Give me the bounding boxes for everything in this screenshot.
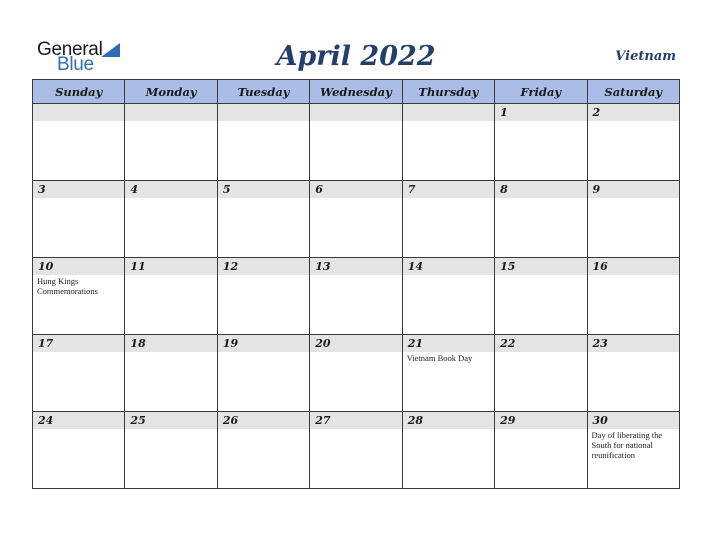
logo-text-blue: Blue	[57, 54, 94, 75]
day-number: 29	[495, 412, 586, 429]
weekday-header-wednesday: Wednesday	[310, 80, 402, 104]
day-cell	[402, 335, 494, 412]
holiday-event	[403, 121, 494, 122]
holiday-event	[218, 429, 309, 430]
day-number: 8	[495, 181, 586, 198]
day-number: 10	[33, 258, 124, 275]
day-number: 27	[310, 412, 401, 429]
day-cell	[33, 181, 125, 258]
day-number: 7	[403, 181, 494, 198]
day-cell	[33, 335, 125, 412]
page-title: April 2022	[276, 41, 436, 72]
day-number: 2	[588, 104, 679, 121]
holiday-event	[125, 198, 216, 199]
day-cell	[125, 412, 217, 489]
weekday-header-monday: Monday	[125, 80, 217, 104]
holiday-event	[218, 275, 309, 276]
holiday-event	[403, 429, 494, 430]
week-row	[33, 412, 680, 489]
holiday-event: Day of liberating the South for national reunification	[591, 430, 663, 460]
holiday-event	[403, 198, 494, 199]
holiday-event	[310, 275, 401, 276]
holiday-event: Hung Kings Commemorations	[37, 276, 98, 296]
day-cell	[402, 258, 494, 335]
weekday-header-thursday: Thursday	[402, 80, 494, 104]
holiday-event	[310, 429, 401, 430]
day-cell	[495, 258, 587, 335]
day-number: 20	[310, 335, 401, 352]
day-number	[403, 104, 494, 121]
holiday-event	[403, 275, 494, 276]
holiday-event	[588, 198, 679, 199]
day-number	[125, 104, 216, 121]
holiday-event	[33, 121, 124, 122]
weekday-header-row	[33, 80, 680, 104]
day-cell	[495, 335, 587, 412]
day-number: 5	[218, 181, 309, 198]
day-number: 21	[403, 335, 494, 352]
holiday-event	[33, 429, 124, 430]
holiday-event	[218, 121, 309, 122]
day-number	[33, 104, 124, 121]
day-cell	[217, 412, 309, 489]
day-number: 13	[310, 258, 401, 275]
day-cell	[310, 412, 402, 489]
day-cell	[125, 335, 217, 412]
day-cell	[217, 181, 309, 258]
holiday-event	[125, 429, 216, 430]
day-cell	[217, 258, 309, 335]
day-number: 28	[403, 412, 494, 429]
holiday-event	[33, 352, 124, 353]
day-number: 9	[588, 181, 679, 198]
day-cell	[33, 258, 125, 335]
holiday-event	[495, 352, 586, 353]
weekday-header-saturday: Saturday	[587, 80, 679, 104]
day-cell	[310, 181, 402, 258]
day-cell	[402, 104, 494, 181]
holiday-event	[33, 198, 124, 199]
day-number: 19	[218, 335, 309, 352]
holiday-event: Vietnam Book Day	[406, 353, 473, 363]
holiday-event	[125, 275, 216, 276]
day-cell	[33, 104, 125, 181]
day-cell	[217, 104, 309, 181]
holiday-event	[588, 121, 679, 122]
holiday-event	[218, 352, 309, 353]
holiday-event	[218, 198, 309, 199]
week-row	[33, 181, 680, 258]
day-number: 14	[403, 258, 494, 275]
day-number: 4	[125, 181, 216, 198]
day-number: 16	[588, 258, 679, 275]
day-cell	[495, 181, 587, 258]
day-cell	[33, 412, 125, 489]
day-cell	[125, 181, 217, 258]
logo-text-general: General	[37, 39, 103, 60]
day-number: 25	[125, 412, 216, 429]
day-cell	[587, 104, 679, 181]
weekday-header-tuesday: Tuesday	[217, 80, 309, 104]
week-row	[33, 258, 680, 335]
day-cell	[310, 258, 402, 335]
week-row	[33, 104, 680, 181]
day-number	[218, 104, 309, 121]
day-cell	[125, 104, 217, 181]
holiday-event	[125, 352, 216, 353]
holiday-event	[588, 275, 679, 276]
day-number: 18	[125, 335, 216, 352]
day-number: 6	[310, 181, 401, 198]
holiday-event	[125, 121, 216, 122]
country-label: Vietnam	[615, 49, 676, 64]
calendar-body	[33, 104, 680, 489]
day-number: 15	[495, 258, 586, 275]
day-cell	[402, 412, 494, 489]
day-number: 3	[33, 181, 124, 198]
holiday-event	[495, 429, 586, 430]
day-number: 17	[33, 335, 124, 352]
holiday-event	[495, 121, 586, 122]
day-number	[310, 104, 401, 121]
day-number: 30	[588, 412, 679, 429]
day-number: 23	[588, 335, 679, 352]
day-cell	[587, 258, 679, 335]
day-number: 22	[495, 335, 586, 352]
day-cell	[587, 412, 679, 489]
holiday-event	[495, 198, 586, 199]
day-number: 26	[218, 412, 309, 429]
day-cell	[587, 335, 679, 412]
day-cell	[125, 258, 217, 335]
day-number: 11	[125, 258, 216, 275]
day-cell	[495, 104, 587, 181]
weekday-header-friday: Friday	[495, 80, 587, 104]
calendar-grid	[32, 79, 680, 489]
week-row	[33, 335, 680, 412]
holiday-event	[495, 275, 586, 276]
day-cell	[402, 181, 494, 258]
day-number: 12	[218, 258, 309, 275]
day-cell	[587, 181, 679, 258]
holiday-event	[310, 121, 401, 122]
day-cell	[310, 104, 402, 181]
holiday-event	[588, 352, 679, 353]
holiday-event	[310, 352, 401, 353]
day-cell	[495, 412, 587, 489]
day-cell	[217, 335, 309, 412]
weekday-header-sunday: Sunday	[33, 80, 125, 104]
day-number: 24	[33, 412, 124, 429]
day-cell	[310, 335, 402, 412]
day-number: 1	[495, 104, 586, 121]
holiday-event	[310, 198, 401, 199]
